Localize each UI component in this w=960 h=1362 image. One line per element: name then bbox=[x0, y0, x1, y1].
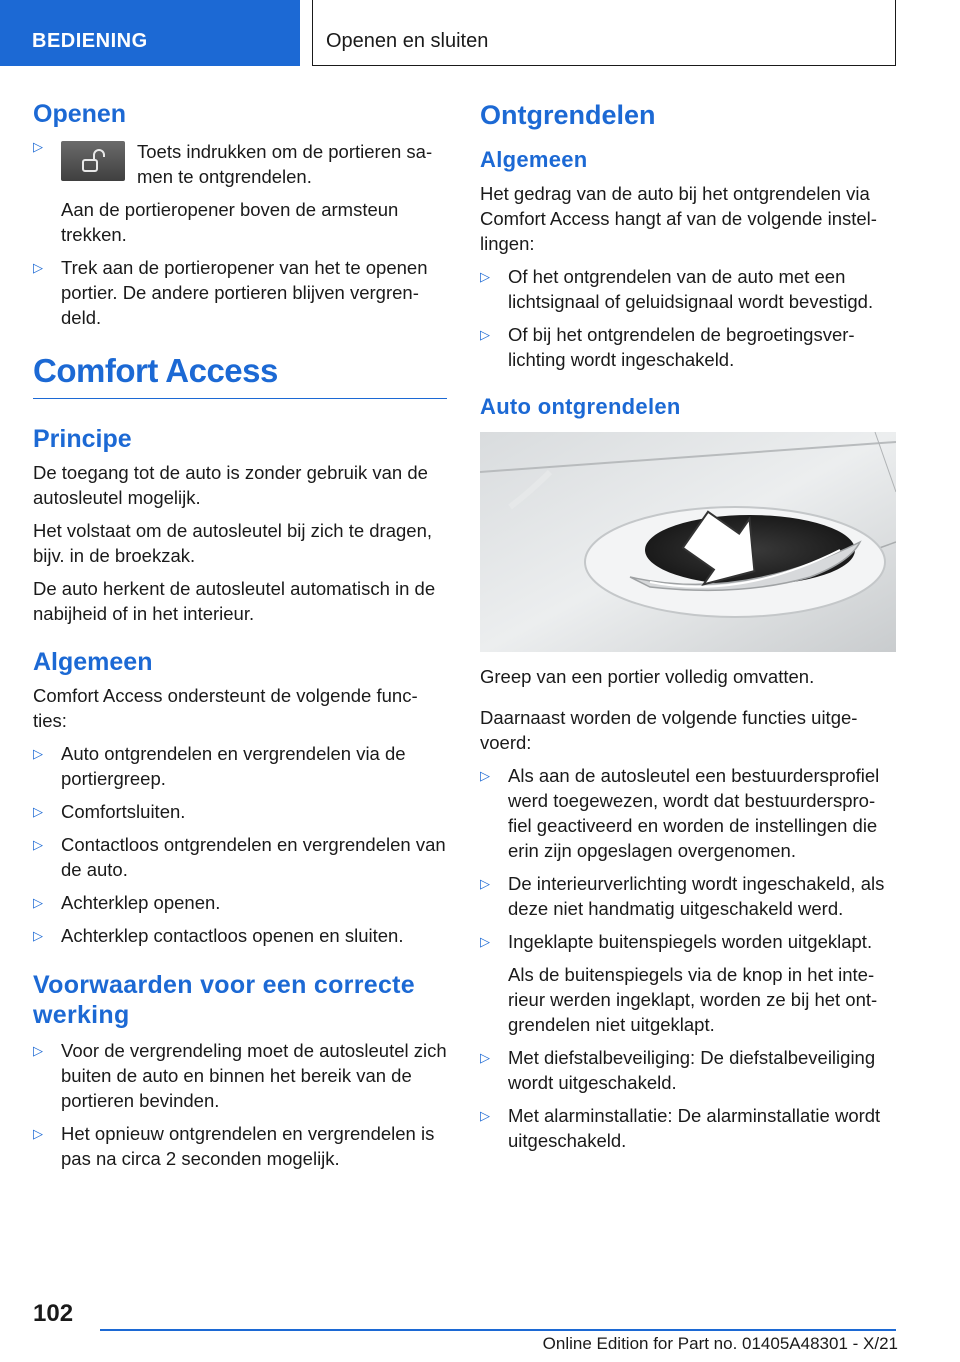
triangle-bullet-icon: ▷ bbox=[33, 804, 43, 819]
list-item bbox=[33, 1038, 447, 1113]
triangle-bullet-icon: ▷ bbox=[33, 139, 43, 154]
triangle-bullet-icon: ▷ bbox=[480, 934, 490, 949]
triangle-bullet-icon: ▷ bbox=[33, 928, 43, 943]
triangle-bullet-icon: ▷ bbox=[480, 1050, 490, 1065]
heading-principe: Principe bbox=[33, 425, 132, 453]
triangle-bullet-icon: ▷ bbox=[480, 327, 490, 342]
list-item-text: Met diefstalbeveiliging: De diefstalbeveiliging wordt uitgeschakeld. bbox=[508, 1047, 876, 1093]
paragraph: Het gedrag van de auto bij het ontgrendelen via Comfort Access hangt af van de volgende instel-lingen: bbox=[480, 183, 877, 254]
list-item-text: Of het ontgrendelen van de auto met een lichtsignaal of geluidsignaal wordt bevestigd. bbox=[508, 266, 874, 312]
section-label: BEDIENING bbox=[32, 30, 148, 52]
list-item-text: Met alarminstallatie: De alarminstallatie wordt uitgeschakeld. bbox=[508, 1105, 881, 1151]
paragraph: Comfort Access ondersteunt de volgende func-ties: bbox=[33, 685, 418, 731]
unlock-button-icon bbox=[61, 141, 125, 181]
triangle-bullet-icon: ▷ bbox=[480, 269, 490, 284]
paragraph: Aan de portieropener boven de armsteun trekken. bbox=[61, 199, 399, 245]
heading-algemeen: Algemeen bbox=[33, 648, 153, 676]
list-item-text: Contactloos ontgrendelen en vergrendelen van de auto. bbox=[61, 834, 446, 880]
list-item-text: Voor de vergrendeling moet de autosleutel zich buiten de auto en binnen het bereik van de portieren bevinden. bbox=[61, 1040, 447, 1111]
paragraph: De auto herkent de autosleutel automatisch in de nabijheid of in het interieur. bbox=[33, 578, 436, 624]
list-item bbox=[33, 255, 447, 330]
heading-ontgrendelen: Ontgrendelen bbox=[480, 100, 656, 130]
triangle-bullet-icon: ▷ bbox=[480, 768, 490, 783]
list-item-text: Ingeklapte buitenspiegels worden uitgeklapt. bbox=[508, 931, 873, 952]
list-item bbox=[480, 1103, 896, 1153]
list-item bbox=[33, 832, 447, 882]
list-item bbox=[480, 264, 896, 314]
list-item-text: De interieurverlichting wordt ingeschakeld, als deze niet handmatig uitgeschakeld werd. bbox=[508, 873, 885, 919]
paragraph: De toegang tot de auto is zonder gebruik van de autosleutel mogelijk. bbox=[33, 462, 428, 508]
list-item bbox=[33, 799, 447, 824]
triangle-bullet-icon: ▷ bbox=[33, 1043, 43, 1058]
list-item bbox=[480, 1045, 896, 1095]
functions-list-right-2 bbox=[480, 1045, 896, 1153]
list-item-text: Trek aan de portieropener van het te openen portier. De andere portieren blijven vergren-deld. bbox=[61, 257, 428, 328]
list-item-text: Achterklep openen. bbox=[61, 892, 221, 913]
heading-openen: Openen bbox=[33, 100, 127, 128]
triangle-bullet-icon: ▷ bbox=[33, 260, 43, 275]
list-item bbox=[480, 322, 896, 372]
footer-divider bbox=[100, 1329, 896, 1331]
edition-info: Online Edition for Part no. 01405A48301 - X/21 bbox=[542, 1334, 898, 1353]
door-handle-illustration bbox=[480, 432, 896, 652]
list-item bbox=[33, 741, 447, 791]
right-column bbox=[480, 100, 896, 1161]
heading-comfort-access: Comfort Access bbox=[33, 352, 447, 399]
chapter-label: Openen en sluiten bbox=[326, 30, 489, 52]
list-item-text: Auto ontgrendelen en vergrendelen via de portiergreep. bbox=[61, 743, 406, 789]
paragraph: Als de buitenspiegels via de knop in het inte-rieur werden ingeklapt, worden ze bij het ont-grendelen niet uitgeklapt. bbox=[508, 964, 878, 1035]
list-item bbox=[33, 139, 447, 189]
list-item-text: Als aan de autosleutel een bestuurdersprofiel werd toegewezen, wordt dat bestuurderspro-fiel geactiveerd en worden de instellingen die erin zijn opgeslagen overgenomen. bbox=[508, 765, 880, 861]
triangle-bullet-icon: ▷ bbox=[33, 746, 43, 761]
triangle-bullet-icon: ▷ bbox=[33, 837, 43, 852]
openen-list bbox=[33, 255, 447, 330]
list-item bbox=[480, 763, 896, 863]
functions-list bbox=[33, 741, 447, 948]
list-item bbox=[33, 890, 447, 915]
conditions-list bbox=[33, 1038, 447, 1171]
list-item bbox=[33, 1121, 447, 1171]
list-item-text: Of bij het ontgrendelen de begroetingsver-lichting wordt ingeschakeld. bbox=[508, 324, 855, 370]
heading-algemeen-right: Algemeen bbox=[480, 147, 588, 172]
heading-auto-ontgrendelen: Auto ontgrendelen bbox=[480, 394, 681, 419]
heading-voorwaarden: Voorwaarden voor een correcte werking bbox=[33, 971, 415, 1029]
paragraph: Daarnaast worden de volgende functies uitge-voerd: bbox=[480, 707, 858, 753]
list-item-text: Toets indrukken om de portieren sa-men te ontgrendelen. bbox=[137, 141, 433, 187]
triangle-bullet-icon: ▷ bbox=[33, 895, 43, 910]
list-item-text: Achterklep contactloos openen en sluiten. bbox=[61, 925, 404, 946]
figure-caption: Greep van een portier volledig omvatten. bbox=[480, 666, 815, 687]
functions-list-right bbox=[480, 763, 896, 954]
list-item bbox=[33, 923, 447, 948]
settings-list bbox=[480, 264, 896, 372]
paragraph: Het volstaat om de autosleutel bij zich te dragen, bijv. in de broekzak. bbox=[33, 520, 433, 566]
list-item-text: Comfortsluiten. bbox=[61, 801, 186, 822]
list-item bbox=[480, 871, 896, 921]
left-column bbox=[33, 100, 447, 1179]
page-number: 102 bbox=[33, 1300, 74, 1327]
section-tab bbox=[0, 0, 300, 66]
triangle-bullet-icon: ▷ bbox=[480, 1108, 490, 1123]
list-item-text: Het opnieuw ontgrendelen en vergrendelen is pas na circa 2 seconden mogelijk. bbox=[61, 1123, 435, 1169]
chapter-tab bbox=[312, 0, 896, 66]
list-item bbox=[480, 929, 896, 954]
triangle-bullet-icon: ▷ bbox=[33, 1126, 43, 1141]
triangle-bullet-icon: ▷ bbox=[480, 876, 490, 891]
